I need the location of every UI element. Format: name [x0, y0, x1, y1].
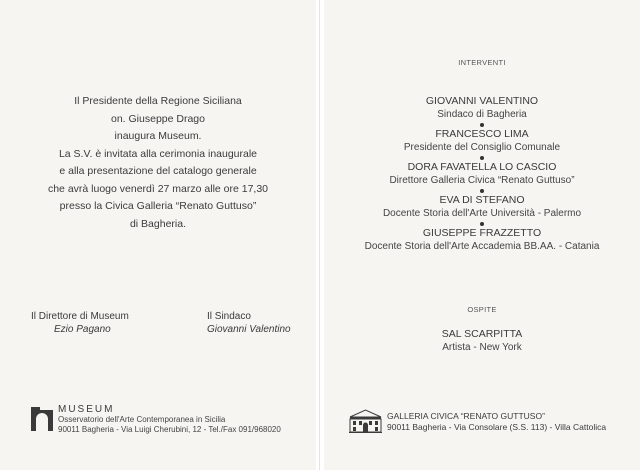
invitation-line: on. Giuseppe Drago — [111, 112, 205, 125]
invitation-text — [0, 93, 316, 233]
director-signature — [31, 310, 129, 336]
director-name: Ezio Pagano — [54, 324, 111, 335]
villa-building-icon — [349, 409, 382, 433]
bullet-dot — [480, 123, 484, 127]
invitation-line: di Bagheria. — [129, 217, 187, 230]
speaker-role: Direttore Galleria Civica “Renato Guttuso” — [389, 175, 575, 186]
speaker-name: GIUSEPPE FRAZZETTO — [422, 227, 542, 239]
ospite-label-wrap — [324, 305, 640, 315]
fold-line — [319, 0, 320, 470]
invitation-line: presso la Civica Galleria “Renato Guttuso” — [59, 200, 257, 212]
mayor-title: Il Sindaco — [207, 311, 251, 322]
museum-arch-icon — [31, 407, 53, 431]
speaker-item — [324, 161, 640, 187]
director-title: Il Direttore di Museum — [31, 311, 129, 322]
gallery-name: GALLERIA CIVICA “RENATO GUTTUSO” — [387, 411, 545, 421]
speaker-list — [324, 95, 640, 253]
museum-subtitle: Osservatorio dell'Arte Contemporanea in Sicilia — [58, 415, 226, 424]
speaker-role: Docente Storia dell'Arte Accademia BB.AA. - Catania — [364, 241, 600, 252]
speaker-role: Presidente del Consiglio Comunale — [403, 142, 561, 153]
museum-title: MUSEUM — [58, 404, 115, 415]
guest-name: SAL SCARPITTA — [441, 328, 523, 340]
gallery-address: 90011 Bagheria - Via Consolare (S.S. 113) - Villa Cattolica — [387, 422, 607, 432]
invitation-line: inaugura Museum. — [114, 130, 202, 142]
speaker-role: Docente Storia dell'Arte Università - Palermo — [382, 208, 582, 219]
ospite-label: OSPITE — [467, 305, 497, 314]
speaker-name: DORA FAVATELLA LO CASCIO — [407, 161, 557, 173]
speaker-role: Sindaco di Bagheria — [437, 109, 527, 120]
speaker-item — [324, 95, 640, 121]
gallery-footer — [387, 411, 606, 433]
speaker-item — [324, 227, 640, 253]
page-fold — [316, 0, 324, 470]
bullet-dot — [480, 156, 484, 160]
left-page — [0, 0, 316, 470]
bullet-dot — [480, 189, 484, 193]
mayor-name: Giovanni Valentino — [207, 324, 291, 335]
speaker-item — [324, 194, 640, 220]
museum-footer — [58, 404, 281, 435]
museum-address: 90011 Bagheria - Via Luigi Cherubini, 12 - Tel./Fax 091/968020 — [58, 425, 281, 434]
speaker-item — [324, 128, 640, 154]
speaker-name: EVA DI STEFANO — [439, 194, 525, 206]
invitation-line: La S.V. è invitata alla cerimonia inaugurale — [58, 147, 258, 160]
invitation-line: che avrà luogo venerdì 27 marzo alle ore 17,30 — [47, 182, 269, 195]
speaker-name: FRANCESCO LIMA — [435, 128, 529, 140]
bullet-dot — [480, 222, 484, 226]
speaker-name: GIOVANNI VALENTINO — [425, 95, 539, 107]
interventi-label-wrap — [324, 58, 640, 68]
interventi-label: INTERVENTI — [458, 58, 506, 67]
guest-role: Artista - New York — [442, 342, 522, 353]
invitation-line: Il Presidente della Regione Siciliana — [74, 95, 242, 107]
mayor-signature — [207, 310, 291, 336]
invitation-line: e alla presentazione del catalogo generale — [59, 165, 257, 177]
guest — [324, 328, 640, 354]
